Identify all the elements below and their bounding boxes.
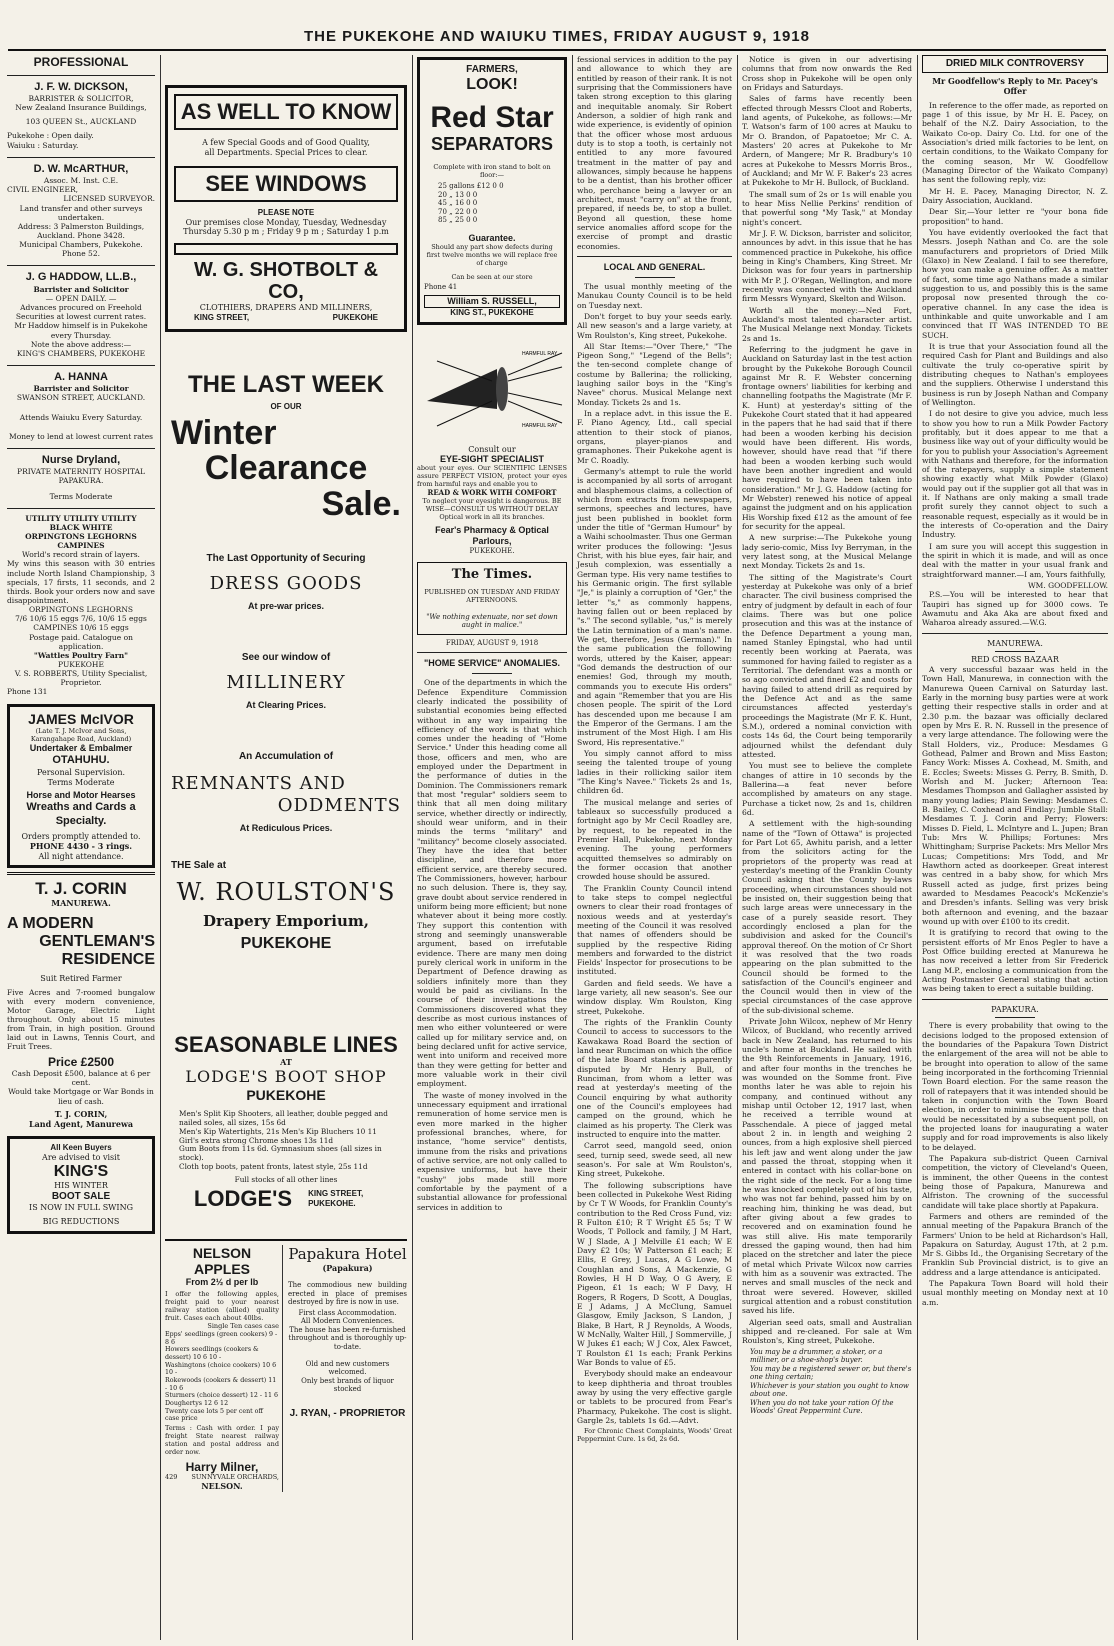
- article-paragraph: There is every probability that owing to the decisions lodged to the proposed extension of the boundaries of the Papakura Town District the enlargement of the area will not be able to be brought into operation to allow of the same being incorporated in the forthcoming Triennial Town Board election. For the same reason the roll of ratepayers that it was intended should be taken in conjunction with the Town Board election, in order to minimise the expense that would be necessitated by a subsequent poll, on the projected loans for inaugurating a water supply and for road improvements is also likely to be delayed.: [922, 1021, 1108, 1152]
- card-name: D. W. McARTHUR,: [33, 162, 129, 175]
- newspaper-title: THE PUKEKOHE AND WAIUKU TIMES, FRIDAY AUGUST 9, 1918: [304, 28, 810, 45]
- column-divider: [917, 55, 918, 1640]
- hanna-card: A. HANNA Barrister and Solicitor SWANSON STREET, AUCKLAND. Attends Waiuku Every Saturday. Money to lend at lowest current rates: [7, 371, 155, 441]
- haddow-card: J. G HADDOW, LL.B., Barrister and Solicitor — OPEN DAILY. — Advances procured on Freehold Securities at lowest current rates. Mr Haddow himself is in Pukekohe every Thursday. Note the above address:— KING'S CHAMBERS, PUKEKOHE: [7, 271, 155, 358]
- price-row: Twenty case lots 5 per cent off: [165, 1407, 263, 1415]
- price-row: 70 „ 22 0 0: [438, 207, 478, 216]
- mcarthur-card: D. W. McARTHUR, Assoc. M. Inst. C.E. CIVIL ENGINEER, LICENSED SURVEYOR. Land transfer and other surveys undertaken. Address: 3 Palmerston Buildings, Auckland. Phone 3428. Municipal Chambers, Pukekohe. Phone 52.: [7, 162, 155, 259]
- card-name: J. F. W. DICKSON,: [34, 80, 128, 93]
- article-paragraph: Farmers and others are reminded of the annual meeting of the Papakura Branch of the Farmers' Union to be held at Richardson's Hall, Papakura on Saturday, August 17th, at 2 p.m. Mr S. Gibbs Id., the Organising Secretary of the Franklin Sub Provincial district, is to give an address and a large attendance is anticipated.: [922, 1211, 1108, 1277]
- price-row: Washingtons (choice cookers) 10 6 10 -: [165, 1361, 277, 1377]
- article-paragraph: I am sure you will accept this suggestion in the spirit in which it is made, and will as once deal with the matter in your usual frank and straightforward manner.—I am, Yours faithfully,: [922, 541, 1108, 579]
- news-item: The Franklin County Council intend to take steps to compel neglectful owners to clear their road frontages of noxious weeds and at yesterday's meeting of the Council it was resolved that names of offenders should be supplied by the respective Riding members and forwarded to the district Fields' Inspector for prosecutions to be instituted.: [577, 883, 732, 977]
- news-item: The musical melange and series of tableaux so successfully produced a fortnight ago by Mr Cecil Roadley are, by request, to be repeated in the Premier Hall, Pukekohe, next Monday evening. The young performers acquitted themselves so admirably on the former occasion that another crowded house should be assured.: [577, 797, 732, 882]
- news-item: The usual monthly meeting of the Manukau County Council is to be held on Tuesday next.: [577, 281, 732, 310]
- page-number: 429: [165, 1473, 178, 1482]
- news-item: Notice is given in our advertising columns that from now onwards the Red Cross shop in Pukekohe will be open only on Fridays and Saturdays.: [742, 55, 912, 92]
- news-item: In a replace advt. in this issue the E. F. Piano Agency, Ltd., call special attention to their stock of pianos, organs, player-pianos and gramaphones. Their Pukekohe agent is Mr C. Roadly.: [577, 409, 732, 465]
- article-paragraph: It is true that your Association found all the required Cash for Plant and Buildings and also cultivate the truly co-operative spirit by distributing cheques to Nathan's employees and the suppliers. Otherwise I understand this business is run by Joseph Nathan and Company of Wellington.: [922, 341, 1108, 407]
- news-item: A new surprise:—The Pukekohe young lady serio-comic, Miss Ivy Berryman, in the very latest song, at the Musical Melange next Monday. Tickets 2s and 1s.: [742, 533, 912, 571]
- price-row: 45 „ 16 0 0: [438, 199, 478, 208]
- news-item: Private John Wilcox, nephew of Mr Henry Wilcox, of Buckland, who recently arrived back in New Zealand, has returned to his uncle's home at Buckland. He sailed with the 9th Reinforcements in January, 1916, and after four months in the trenches he was wounded on the Somme front. Five months later he was able to rejoin his company, and continued without any mishap until October 12, 1917 last, when he received a terrible wound at Passchendale. A piece of jagged metal about 2 in. in length and weighing 2 ounces, from a high explosive shell pierced his left jaw and went along under the jaw and passed the throat, stopping when it entered in contact with his collar-bone on the right side of the neck. For a long time he was knocked completely out of his taste, who was not far behind, passed him by on reaching him, thinking he was dead, but after giving about a few grades to recovered and on examination found he was still alive. His mate temporarily dressed the gaping wound, then had him placed on the stretcher and later the piece of metal which Private Wilcox now carries with him as a souvenir was extracted. The nerves and small muscles of the neck and throat were severed. However, skilled surgical attention and a robust constitution saved his life.: [742, 1017, 912, 1316]
- poultry-card: UTILITY UTILITY UTILITY BLACK WHITE ORPINGTONS LEGHORNS CAMPINES World's record strain of layers. My wins this season with 30 entries include North Island Championship, 3 specials, 17 firsts, 11 seconds, and 2 thirds. Book your orders now and save disappointment. ORPINGTONS LEGHORNS 7/6 10/6 15 eggs 7/6, 10/6 15 eggs CAMPINES 10/6 15 eggs Postage paid. Catalogue on application. "Wattles Poultry Farn" PUKEKOHE V. S. ROBBERTS, Utility Specialist, Proprietor. Phone 131: [7, 513, 155, 697]
- shotbolt-advert: AS WELL TO KNOW A few Special Goods and of Good Quality, all Departments. Special Prices to clear. SEE WINDOWS PLEASE NOTE Our premises close Monday, Tuesday, Wednesday Thursday 5.30 p m ; Friday 9 p m ; Saturday 1 p.m W. G. SHOTBOLT & CO, CLOTHIERS, DRAPERS AND MILLINERS, KING STREET, PUKEKOHE: [165, 85, 407, 332]
- news-item: Mr J. F. W. Dickson, barrister and solicitor, announces by advt. in this issue that he has commenced practice in Pukekohe, his office being in King's Chambers, King Street. Mr Dickson was for four years in partnership with Mr P. J. O'Regan, Wellington, and more recently was connected with the Auckland firm Messrs Wynyard, Skelton and Wilson.: [742, 228, 912, 304]
- kings-boot-advert: All Keen Buyers Are advised to visit KING'S HIS WINTER BOOT SALE IS NOW IN FULL SWING BIG REDUCTIONS: [7, 1136, 155, 1233]
- nelson-apples-advert: NELSON APPLES From 2½ d per lb I offer the following apples, freight paid to your nearest railway station (allied) quality fruit. Cases each about 40lbs. Single Ten cases case Epps' seedlings (green cookers) 9 - 8 6 Howers seedlings (cookers & dessert) 10 6 10 - Washingtons (choice cookers) 10 6 10 - Rokewoods (cookers & dessert) 11 - 10 6 Sturmers (choice dessert) 12 - 11 6 Doughertys 12 6 12 Twenty case lots 5 per cent off case price Terms : Cash with order. I pay freight State nearest railway station and postal address and order now. Harry Milner, 429 SUNNYVALE ORCHARDS, NELSON.: [165, 1245, 283, 1492]
- nelson-price-list: [165, 1331, 279, 1423]
- mcivor-advert: JAMES McIVOR (Late T. J. McIvor and Sons, Karangahape Road, Auckland) Undertaker & Embalmer OTAHUHU. Personal Supervision. Terms Moderate Horse and Motor Hearses Wreaths and Cards a Specialty. Orders promptly attended to. PHONE 4430 - 3 rings. All night attendance.: [7, 704, 155, 869]
- news-item: Carrot seed, mangold seed, onion seed, turnip seed, swede seed, all new season's. For sale at Wm Roulston's, King street, Pukekohe.: [577, 1141, 732, 1179]
- issue-date: FRIDAY, AUGUST 9, 1918: [445, 638, 539, 647]
- eyesight-advert: HARMFUL RAY HARMFUL RAY Consult our EYE-SIGHT SPECIALIST about your eyes. Our SCIENTIFIC LENSES assure PERFECT VISION, protect your eyes from harmful rays and enable you to READ & WORK WITH COMFORT To neglect your eyesight is dangerous. BE WISE—CONSULT US WITHOUT DELAY Optical work in all its branches. Fear's Pharmacy & Optical Parlours, PUKEKOHE.: [417, 331, 567, 556]
- column-divider: [737, 55, 738, 1640]
- news-item: Worth all the money:—Ned Fort, Auckland's most talented character artist. The Musical Melange next Monday. Tickets 2s and 1s.: [742, 305, 912, 343]
- section-heading: LOCAL AND GENERAL.: [603, 261, 706, 272]
- separator-price-list: [424, 180, 560, 227]
- eye-lens-rays-icon: [417, 331, 567, 441]
- ray-label: HARMFUL RAY: [522, 422, 558, 429]
- section-heading: MANUREWA.: [987, 638, 1043, 648]
- price-row: Howers seedlings (cookers & dessert) 10 6 10 -: [165, 1346, 259, 1361]
- column-divider: [412, 55, 413, 1640]
- price-row: 25 gallons £12 0 0: [438, 182, 504, 191]
- article-paragraph: Mr H. E. Pacey, Managing Director, N. Z. Dairy Association, Auckland.: [922, 186, 1108, 205]
- article-paragraph: It is gratifying to record that owing to the persistent efforts of Mr Enos Pegler to have a Post Office building erected at Manurewa he has now received a letter from Sir Frederick Lang M.P., enclosing a communication from the Acting Postmaster General stating that action was being taken to erect a suitable building.: [922, 928, 1108, 994]
- price-row: 85 „ 25 0 0: [438, 216, 478, 225]
- card-name: Nurse Dryland,: [41, 453, 121, 466]
- article-paragraph: The Papakura sub-district Queen Carnival competition, the victory of Cleveland's Queen, is imminent, the other Queens in the contest being those of Papakura, Manurewa and Alfriston. The crowning of the successful candidate will take place shortly at Papakura.: [922, 1153, 1108, 1210]
- section-heading: PROFESSIONAL: [33, 55, 129, 69]
- ray-label: HARMFUL RAY: [522, 350, 558, 357]
- news-item: Don't forget to buy your seeds early. All new season's and a large variety, at Wm Roulston's, King street, Pukekohe.: [577, 311, 732, 340]
- news-item: You must see to believe the complete changes of attire in 10 seconds by the Ballerina—a feat never before accomplished by amateurs on any stage. Purchase a ticket now, 2s and 1s, children 6d.: [742, 761, 912, 817]
- section-heading: PAPAKURA.: [991, 1004, 1039, 1014]
- article-paragraph: In reference to the offer made, as reported on page 1 of this issue, by Mr H. E. Pacey, on behalf of the N.Z. Dairy Association, to the Waikato Co-op. Dairy Co. Ltd. for one of the Association's dried milk factories to be lent, on certain conditions, to the Waikato Company for the coming season, Mr W. Goodfellow (Managing Director of the Waikato Company) has sent the following reply, viz:: [922, 100, 1108, 185]
- card-name: A. HANNA: [54, 370, 108, 383]
- news-item: Germany's attempt to rule the world is accompanied by all sorts of arrogant and blasphemous claims, a collection of which from extracts from newspapers, sermons, speeches and lectures, have just been published in booklet form under the title of "German Humour" by a Waihi schoolmaster. Thus one German writer produces the following: "Jesus Christ, with his blue eyes, fair hair, and Jesuh complexion, was essentially a German type. His very name testifies to his Germanic origin. The first syllable "Je," is plainly a corruption of "Ger," the letter "s," as commonly happens, having fallen out or been replaced by "s." The second syllable, "us," is merely the Latin termination of a man's name. We get, therefore, Jesus (German)." In the same publication the following words, uttered by the Kaiser, appear: "God demands the destruction of our enemies! God, through my mouth, commands you to execute His orders" and again "Remember that you are His chosen people. The spirit of the Lord has descended upon me because I am the Emperor of the Germans. I am the instrument of the Most High. I am His Sword, His representative.": [577, 467, 732, 747]
- verse: You may be a drummer, a stoker, or a milliner, or a shoe-shop's buyer. You may be a registered sewer or, but there's one thing certain; Whichever is your station you ought to know about one. When you do not take your ration Of the Woods' Great Peppermint Cure.: [750, 1347, 912, 1416]
- news-item: Garden and field seeds. We have a large variety, all new season's. See our window display. Wm Roulston, King street, Pukekohe.: [577, 978, 732, 1016]
- dryland-card: Nurse Dryland, PRIVATE MATERNITY HOSPITAL PAPAKURA. Terms Moderate: [7, 454, 155, 501]
- price-row: Rokewoods (cookers & dessert) 11 - 10 6: [165, 1377, 277, 1392]
- news-item: A settlement with the high-sounding name of the "Town of Ottawa" is projected for Part Lot 65, Awhitu parish, and a letter from the solicitors acting for the proprietors of the property was read at yesterday's meeting of the Franklin County Council asking that the County by-laws proceeding, when circumstances should not be insisted on, their suggestion being that such large areas were unnecessary in the case of a purely seaside resort. They accordingly enclosed a plan for the subdivision and asked for the Council's approval thereof. On the motion of Cr Short it was resolved that the two roads appearing on the plan submitted to the Council should be formed to the satisfaction of the Council's engineer and the Council would then in view of the special circumstances of the case approve of the sub-divisional scheme.: [742, 819, 912, 1015]
- column-divider: [160, 55, 161, 1640]
- price-row: 20 „ 13 0 0: [438, 190, 478, 199]
- column-4: [574, 55, 735, 1640]
- price-row: Doughertys 12 6 12: [165, 1400, 229, 1408]
- masthead-rule: [8, 49, 1106, 51]
- corin-advert: T. J. CORIN MANUREWA. A MODERN GENTLEMAN'S RESIDENCE Suit Retired Farmer Five Acres and 7-roomed bungalow with every modern convenience, Motor Garage, Electric Light throughout. Only about 15 minutes from Train, in high position. Ground laid out in Lawns, Tennis Court, and Fruit Trees. Price £2500 Cash Deposit £500, balance at 6 per cent. Would take Mortgage or War Bonds in lieu of cash. T. J. CORIN, Land Agent, Manurewa: [7, 872, 155, 1129]
- article-paragraph: fessional services in addition to the pay and allowance to which they are entitled by reason of their rank. It is not surprising that the Commissioners have taken strong exception to this glaring and inequitable anomaly. Sir Robert Anderson, a soldier of high rank and wide experience, is evidently of opinion that the officer whose most arduous duty is to stop a tooth, is certainly not entitled to any more favoured treatment in the matter of pay and allowances, simply because he happens to be a dentist, than his brother officer who, perchance being a lawyer or an architect, must "carry on" at the front, prepared, if needs be, to stop a bullet. Beyond all question, these home service anomalies afford scope for the exercise of prompt and drastic economies.: [577, 55, 733, 251]
- card-name: J. G HADDOW, LL.B.,: [25, 271, 137, 284]
- roulston-advert: THE LAST WEEK OF OUR Winter Clearance Sale. The Last Opportunity of Securing DRESS GOODS At pre-war prices. See our window of MILLINERY At Clearing Prices. An Accumulation of REMNANTS AND ODDMENTS At Rediculous Prices. THE Sale at W. ROULSTON'S Drapery Emporium, PUKEKOHE: [171, 370, 401, 952]
- column-3: [414, 55, 570, 1640]
- advert-column: [162, 55, 410, 1640]
- article-paragraph: A very successful bazaar was held in the Town Hall, Manurewa, in connection with the Manurewa Queen Carnival on Saturday last. Early in the morning busy parties were at work getting their respective stalls in order and at 2.30 p.m. the bazaar was officially declared open by Mrs E. R. N. Russell in the presence of a very large attendance. The following were the Stall Holders, viz., Produce: Mesdames G Gothead, Palmer and Brown and Miss Easton; Fancy Work: Misses A. Coxhead, M. Smith, and E. Eccles; Sweets: Misses G. Perry, B. Smith, D. Worlsh and M. Jucker; Afternoon Tea: Mesdames Thompson and Gallagher assisted by many young ladies; Plain Sewing: Mesdames C. B. Bailey, C. Coxhead and Findlay; Jumble Stall: Mesdames T. J. Corin and Perry; Flowers: Misses D. Field, L. McIntyre and L. Jupen; Bran Tub: Mrs W. Phillips; Fortunes: Mrs Whittingham; Surprise Packets: Mrs Mellor Mrs Lucas; Competitions: Mrs Todd, and Mr Hawthorn acted as doorkeeper. Great interest was centred in a baby show, for which Mrs Russell acted as judge, first prizes being awarded to Mesdames Peacock's McKenzie's and Dresden's infants. Selling was very brisk both afternoon and evening, and the bazaar wound up with over £100 to its credit.: [922, 665, 1108, 926]
- red-star-separator-advert: FARMERS, LOOK! Red Star SEPARATORS Complete with iron stand to bolt on floor:— 25 gallons £12 0 0 20 „ 13 0 0 45 „ 16 0 0 70 „ 22 0 0 85 „ 25 0 0 Guarantee. Should any part show defects during first twelve months we will replace free of charge Can be seen at our store Phone 41 William S. RUSSELL, KING ST., PUKEKOHE: [417, 57, 567, 325]
- price-row: Epps' seedlings (green cookers) 9 - 8 6: [165, 1330, 278, 1346]
- article-paragraph: The waste of money involved in the unnecessary equipment and irrational remuneration of home service men is even more marked in the higher professional branches, where, for instance, "home service" dentists, immune from the risks and privations of active service, are not only called to expensive uniforms, but have their "cushy" jobs made still more comfortable by the payment of a substantial allowance for professional services in addition to: [417, 1090, 567, 1212]
- price-row: Sturmers (choice dessert) 12 - 11 6: [165, 1392, 279, 1400]
- article-heading: "HOME SERVICE" ANOMALIES.: [423, 658, 561, 669]
- column-7: [919, 55, 1111, 1640]
- article-paragraph: You have evidently overlooked the fact that Messrs. Joseph Nathan and Co. are the sole manufacturers and proprietors of Dried Milk (Glaxo) in New Zealand. I fail to see therefore, how you can make a genuine offer. As a matter of fact, some time ago Nathans made a similar suggestion to us, and possibly this is the same proposal now presented through the co-operative channel. In any case the idea is unthinkable and quite unworkable and I am convinced that IT WAS INTENDED TO BE SUCH.: [922, 227, 1108, 340]
- news-item: For Chronic Chest Complaints, Woods' Great Peppermint Cure. 1s 6d, 2s 6d.: [577, 1427, 732, 1444]
- news-item: The following subscriptions have been collected in Pukekohe West Riding by Cr T W Woods, for Franklin County's contribution to the Red Cross Fund, viz: R Fulton £10; R T Wright £5 5s; T W Woods, T Pollock and family, J M Hart, W J Slade, A J Melville £1 each; W E Davy £2 10s; W Patterson £1 each; E Ellis, E Grey, J Lucas, A G Lowe, M Coughlan and Sons, A Mackenzie, G Rowles, H H D Way, O G Avery, E Pigeon, £1 1s each; W F Davy, H Rogers, R Rogers, D Scott, A Douglas, E J Adams, J A McClung, Samuel Glasgow, Emily Jackson, S Landon, J Blake, B Hart, R J Reynolds, A Woods, W McNally, Walter Hill, J Sommerville, J W Jukes £1 each; W J Cox, Alex Fawcet, T Roulston £1 1s each; Frank Perkins War Bonds to value of £5.: [577, 1180, 732, 1367]
- article-paragraph: Dear Sir,—Your letter re "your bona fide proposition" to hand.: [922, 207, 1108, 226]
- signature: WM. GOODFELLOW.: [1027, 581, 1108, 591]
- masthead: [0, 0, 1114, 52]
- article-subheading: Mr Goodfellow's Reply to Mr. Pacey's Offer: [932, 76, 1098, 96]
- news-item: Referring to the judgment he gave in Auckland on Saturday last in the test action brought by the Pukekohe Borough Council against Mr R. F. Webster concerning frontage owners' liabilities for kerbing and channelling footpaths the Magistrate (Mr F. K. Hunt) at yesterday's sitting of the Pukekohe Court stated that it had appeared in the papers that he had said that if there had been a wooden kerbing his decision would have been different. His words, however, should have read that "if there had been a wooden kerbing such would have been another ingredient and would have required to have been taken into consideration." Mr J. G. Haddow (acting for Mr Webster) renewed his notice of appeal against the judgment and on his application His Worship fixed £12 as the amount of fee for security for the appeal.: [742, 344, 912, 532]
- news-item: Sales of farms have recently been effected through Messrs Cloot and Roberts, land agents, of Pukekohe, as follows:—Mr T. Watson's farm of 100 acres at Mauku to Mr O. Brandon, of Papatoetoe; Mr C. A. Masters' 20 acres at Pukekohe to Mr Ardern, of Mangere; Mr R. Bradbury's 10 acres at Pukekohe to Messrs Morris Bros., of Auckland; and Mr W. F. Baker's 23 acres at Pukekohe to Mr H. Bullock, of Buckland.: [742, 94, 912, 188]
- the-times-notice: The Times. PUBLISHED ON TUESDAY AND FRIDAY AFTERNOONS. "We nothing extenuate, nor set down aught in malice.": [417, 562, 567, 635]
- news-item: The rights of the Franklin County Council to access to successors to the Kawakawa Road Board the section of land near Runciman on which the office of the late Board stands is apparently disputed by Mr Henry Bull, of Runciman, from whom a letter was read at yesterday's meeting of the Council enquiring by what authority one of the Council's employees had camped on the ground, which he claimed as his property. The Clerk was instructed to enquire into the matter.: [577, 1018, 732, 1140]
- article-paragraph: P.S.—You will be interested to hear that Taupiri has signed up for 3000 cows. Te Awamutu and Aka Aka are about fixed and Waharoa already assured.—W.G.: [922, 590, 1108, 628]
- column-divider: [572, 55, 573, 1640]
- article-paragraph: The Papakura Town Board will hold their usual monthly meeting on Monday next at 10 a.m.: [922, 1279, 1108, 1307]
- article-subheading: RED CROSS BAZAAR: [971, 655, 1059, 665]
- news-item: Algerian seed oats, small and Australian shipped and re-cleaned. For sale at Wm Roulston's, King street, Pukekohe.: [742, 1317, 912, 1346]
- news-item: All Star Items:—"Over There," "The Pigeon Song," "Legend of the Bells"; the ten-second complete change of costume by Ballerina; the rollicking, laughing sailor boys in the "King's Navee" chorus. Musical Melange next Monday. Tickets 2s and 1s.: [577, 341, 732, 407]
- news-item: You simply cannot afford to miss seeing the talented troupe of young ladies in their rollicking sailor item "The King's Navee." Tickets 2s and 1s, children 6d.: [577, 748, 732, 796]
- article-paragraph: One of the departments in which the Defence Expenditure Commission clearly indicated the possibility of substantial economies being effected without in any way impairing the efficiency of the work is that which comes under the heading of "Home Service." Under this heading come all those, officers and men, who are employed under the Department in the performance of duties in the Dominion. The Commissioners remark that most "regular" soldiers seem to think that all men doing military service, whether directly or indirectly, should wear uniform, and in their minds the terms "military" and "militancy" become closely associated. They have the idea that better discipline, and therefore more efficient service, are thereby secured. The Commissioners, however, harbour no such delusion. There is, they say, grave doubt about service rendered in uniform being more efficient; but none whatever about it being more costly. They support this contention with strong and seemingly unanswerable argument, based on irrefutable evidence. There are many men doing purely clerical work in uniform in the Department of Defence drawing as soldiers infinitely more than they would be paid as civilians. In the course of their investigations the Commissioners discovered what they describe as most curious instances of men who either volunteered or were called up for military service and, on being declared unfit for active service, went into uniform and received more than they were getting for better and more valuable work in their civil employment.: [417, 678, 567, 1089]
- article-heading: DRIED MILK CONTROVERSY: [945, 58, 1085, 69]
- news-item: The small sum of 2s or 1s will enable you to hear Miss Nellie Perkins' rendition of that powerful song "My Task," at Monday night's concert.: [742, 189, 912, 227]
- news-item: Everybody should make an endeavour to keep diphtheria and throat troubles away by using the very effective gargle or tablets to be procured from Fear's Pharmacy, Pukekohe. The cost is slight. Gargle 2s, tablets 1s 6d.—Advt.: [577, 1369, 732, 1425]
- professional-column: [4, 55, 158, 1640]
- article-paragraph: I do not desire to give you advice, much less to show you how to run a Milk Powder Factory profitably, but it does appear to me that a business like way out of your difficulty would be for you to publish your Association's Agreement with Nathans and therefore, for the information of the ratepayers, supply a simple statement showing exactly what Milk Powder (Glaxo) would pay out if the supplier got all that was in it. If Nathans are only making a small trade profit surely they cannot object to such a reasonable request, especially as it would be in the interests of Co-operation and the Dairy Industry.: [922, 409, 1108, 540]
- dickson-card: J. F. W. DICKSON, BARRISTER & SOLICITOR, New Zealand Insurance Buildings, 103 QUEEN St., AUCKLAND Pukekohe : Open daily. Waiuku : Saturday.: [7, 81, 155, 150]
- news-item: The sitting of the Magistrate's Court yesterday at Pukekohe was only of a brief character. The civil business comprised the entry of judgment by default in each of four claims. There was but one police prosecution and this was at the instance of the Defence Department a young man, named Stanley Epingstal, who had until recently been working at Paerata, was summoned for having failed to register as a Territorial. The defendant was a month or so ago convicted and fined £2 and costs for having failed to attend drill as required by the Defence Act and as the same circumstances affected yesterday's proceedings the Magistrate (Mr F. K. Hunt, S.M.), ordered a nominal conviction with costs 14s 6d, the Court being temporarily adjourned whilst the defendant duly attested.: [742, 572, 912, 759]
- dried-milk-heading-box: [922, 55, 1108, 73]
- papakura-hotel-advert: Papakura Hotel (Papakura) The commodious new building erected in place of premises destroyed by fire is now in use. First class Accommodation. All Modern Conveniences. The house has been re-furnished throughout and is thoroughly up-to-date. Old and new customers welcomed. Only best brands of liquor stocked J. RYAN, - PROPRIETOR: [288, 1245, 407, 1419]
- price-row: case price: [165, 1415, 198, 1423]
- column-5: [739, 55, 915, 1640]
- lodge-advert: SEASONABLE LINES AT LODGE'S BOOT SHOP PUKEKOHE Men's Split Kip Shooters, all leather, double pegged and nailed soles, all sizes, 15s 6d Men's Kip Watertights, 21s Men's Kip Bluchers 10 11 Girl's extra strong Chrome shoes 13s 11d Gum Boots from 11s 6d. Gymnasium shoes (all sizes in stock). Cloth top boots, patent fronts, latest style, 25s 11d Full stocks of all other lines LODGE'S KING STREET, PUKEKOHE.: [174, 1032, 398, 1212]
